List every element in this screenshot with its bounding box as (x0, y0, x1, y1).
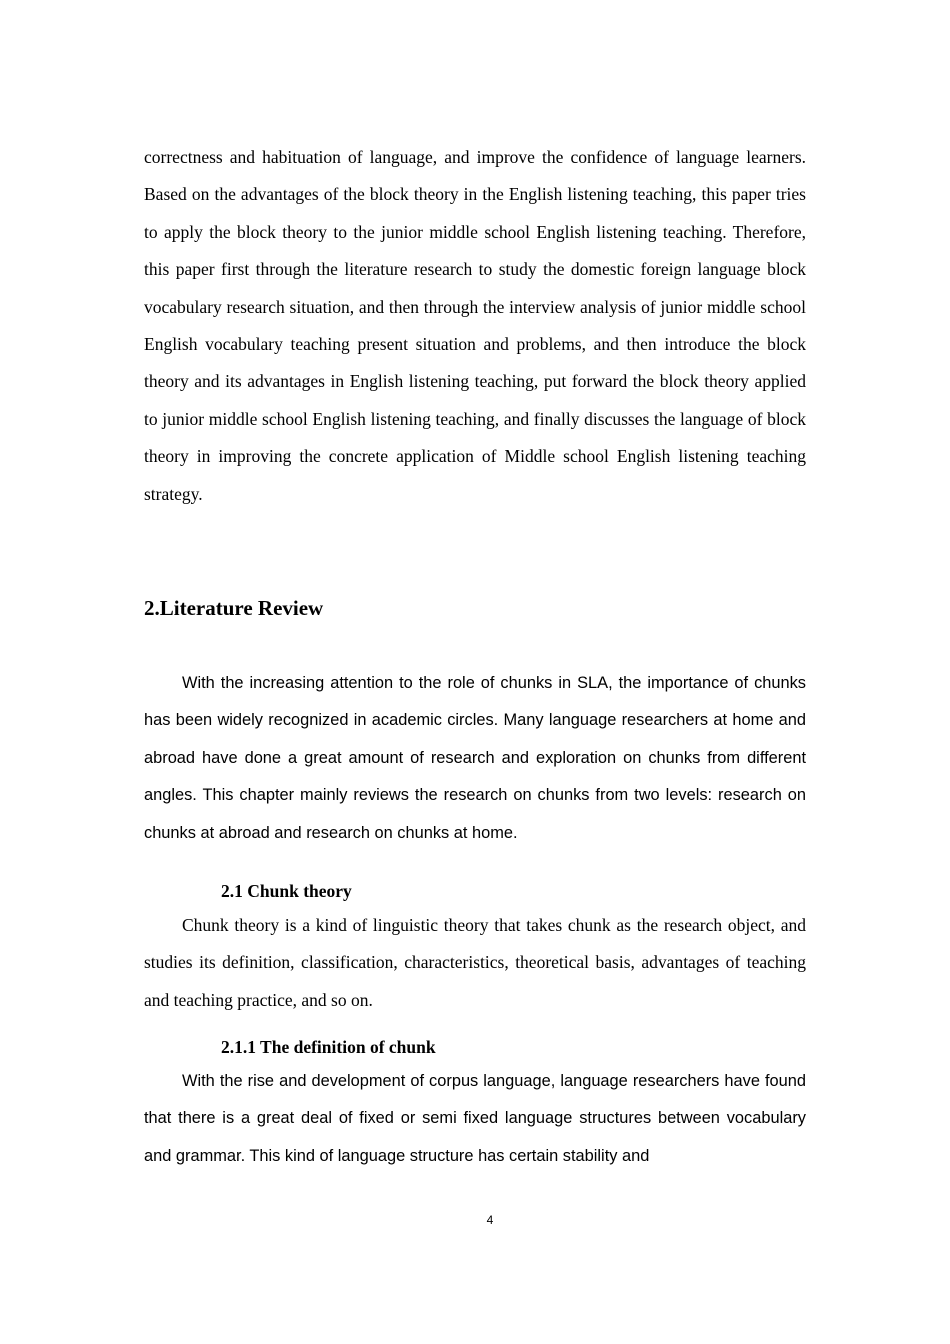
subsection-paragraph: Chunk theory is a kind of linguistic theory that takes chunk as the research object, and studies its definition, classification, characteristics, theoretical basis, advantages of teaching and teaching practice, and so on. (144, 915, 806, 1010)
page-number: 4 (486, 1213, 494, 1227)
subsubsection-heading: 2.1.1 The definition of chunk (221, 1037, 436, 1057)
subsection-heading: 2.1 Chunk theory (221, 881, 352, 901)
continued-paragraph: correctness and habituation of language, and improve the confidence of language learners. Based on the advantages of the block theory in the English listening teaching, this paper tries to apply the block theory to the junior middle school English listening teaching. Therefore, this paper first through the literature research to study the domestic foreign language block vocabulary research situation, and then through the interview analysis of junior middle school English vocabulary teaching present situation and problems, and then introduce the block theory and its advantages in English listening teaching, put forward the block theory applied to junior middle school English listening teaching, and finally discusses the language of block theory in improving the concrete application of Middle school English listening teaching strategy. (144, 147, 806, 504)
section-heading: 2.Literature Review (144, 596, 324, 620)
subsubsection-paragraph: With the rise and development of corpus language, language researchers have found that there is a great deal of fixed or semi fixed language structures between vocabulary and grammar. This kind of language structure has certain stability and (144, 1072, 806, 1165)
section-intro-paragraph: With the increasing attention to the role of chunks in SLA, the importance of chunks has been widely recognized in academic circles. Many language researchers at home and abroad have done a great amount of research and exploration on chunks from different angles. This chapter mainly reviews the research on chunks from two levels: research on chunks at abroad and research on chunks at home. (144, 674, 806, 842)
